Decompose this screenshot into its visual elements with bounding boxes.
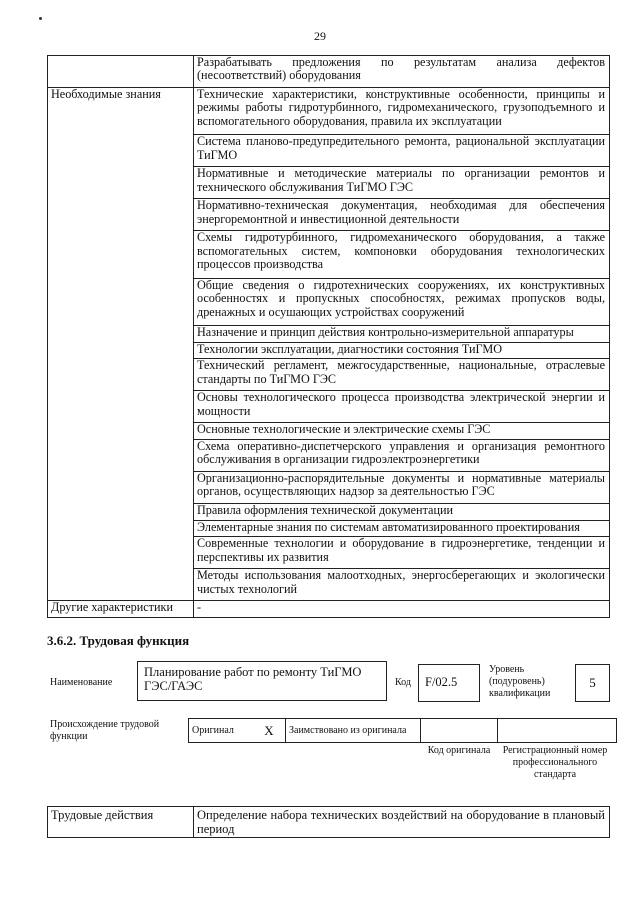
function-name-value: Планирование работ по ремонту ТиГМО ГЭС/ГАЭС — [137, 661, 387, 701]
function-name-label: Наименование — [50, 677, 113, 688]
knowledge-item: Основные технологические и электрические схемы ГЭС — [194, 423, 610, 440]
knowledge-item: Основы технологического процесса производства электрической энергии и мощности — [194, 391, 610, 423]
knowledge-item: Схемы гидротурбинного, гидромеханического оборудования, а также вспомогательных систем, компоновки оборудования технологических процессов производства — [194, 231, 610, 278]
function-code-label: Код — [395, 677, 411, 688]
row-label: Другие характеристики — [48, 601, 194, 618]
row-label: Необходимые знания — [48, 88, 194, 601]
row-label — [48, 56, 194, 88]
knowledge-item: Нормативно-техническая документация, необходимая для обеспечения энергоремонтной и инвестиционной деятельности — [194, 199, 610, 231]
labor-actions-label: Трудовые действия — [48, 807, 194, 838]
knowledge-item: Современные технологии и оборудование в гидроэнергетике, тенденции и перспективы их развития — [194, 537, 610, 569]
table-row — [48, 601, 610, 618]
function-code-value: F/02.5 — [418, 664, 480, 702]
knowledge-item: Система планово-предупредительного ремонта, рациональной эксплуатации ТиГМО — [194, 135, 610, 167]
knowledge-item: Схема оперативно-диспетчерского управления и организация ремонтного обслуживания в организации гидроэлектроэнергетики — [194, 440, 610, 472]
knowledge-item: Организационно-распорядительные документы и нормативные материалы органов, осуществляющих надзор за деятельностью ГЭС — [194, 472, 610, 504]
knowledge-item: Методы использования малоотходных, энергосберегающих и экологически чистых технологий — [194, 569, 610, 601]
origin-table — [188, 718, 617, 743]
origin-original-mark: X — [253, 719, 286, 743]
knowledge-item: Технический регламент, межгосударственные, национальные, отраслевые стандарты по ТиГМО ГЭС — [194, 359, 610, 391]
qualification-level-label: Уровень (подуровень) квалификации — [489, 664, 551, 699]
origin-code-cell — [421, 719, 498, 743]
scan-dot — [39, 17, 42, 20]
knowledge-item: - — [194, 601, 610, 618]
origin-original-label: Оригинал — [189, 719, 254, 743]
knowledge-item: Правила оформления технической документации — [194, 504, 610, 521]
labor-actions-table — [47, 806, 610, 838]
knowledge-item: Общие сведения о гидротехнических сооружениях, их конструктивных особенностях и пропускных способностях, режимах пропусков воды, дренажных и осушающих устройствах сооружений — [194, 278, 610, 325]
origin-reg-caption: Регистрационный номер профессионального стандарта — [502, 745, 608, 780]
origin-reg-cell — [498, 719, 617, 743]
section-title: 3.6.2. Трудовая функция — [47, 633, 190, 648]
knowledge-item: Разрабатывать предложения по результатам анализа дефектов (несоответствий) оборудования — [194, 56, 610, 88]
knowledge-item: Элементарные знания по системам автоматизированного проектирования — [194, 520, 610, 537]
page-number: 29 — [314, 29, 326, 43]
knowledge-item: Технические характеристики, конструктивные особенности, принципы и режимы работы гидротурбинного, гидромеханического, грузоподъемного и вспомогательного оборудования, правила их эксплуатации — [194, 88, 610, 135]
labor-actions-item: Определение набора технических воздействий на оборудование в плановый период — [194, 807, 610, 838]
origin-label: Происхождение трудовой функции — [50, 719, 160, 742]
table-row — [48, 88, 610, 135]
origin-code-caption: Код оригинала — [427, 745, 491, 756]
origin-borrowed-label: Заимствовано из оригинала — [286, 719, 421, 743]
qualification-level-value: 5 — [575, 664, 610, 702]
table-row — [48, 56, 610, 88]
knowledge-item: Технологии эксплуатации, диагностики состояния ТиГМО — [194, 342, 610, 359]
knowledge-item: Нормативные и методические материалы по организации ремонтов и технического обслуживания ТиГМО ГЭС — [194, 167, 610, 199]
knowledge-table — [47, 55, 610, 618]
knowledge-item: Назначение и принцип действия контрольно-измерительной аппаратуры — [194, 326, 610, 343]
